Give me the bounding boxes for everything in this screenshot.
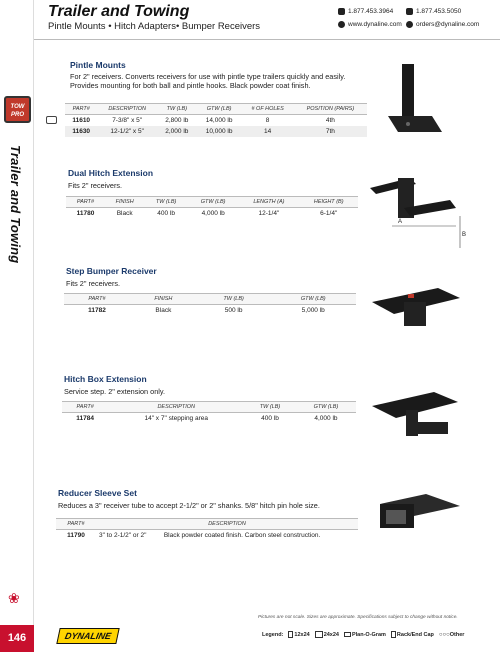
step-title: Step Bumper Receiver bbox=[66, 266, 157, 276]
col-header: TW (LB) bbox=[244, 402, 296, 413]
legend-item bbox=[288, 631, 309, 638]
table-cell: 4,000 lb bbox=[314, 415, 338, 422]
email-contact[interactable] bbox=[406, 21, 479, 28]
part-number: 11790 bbox=[67, 532, 85, 539]
legend-item bbox=[344, 632, 386, 638]
table-cell: 8 bbox=[265, 117, 270, 124]
fax-icon bbox=[406, 8, 413, 15]
phone-number: 1.877.453.3964 bbox=[348, 8, 394, 15]
table-cell: 2,800 lb bbox=[165, 117, 189, 124]
table-cell: 14" x 7" stepping area bbox=[144, 415, 208, 422]
other-icon: ○○○ bbox=[438, 631, 450, 638]
fax-contact bbox=[406, 8, 461, 15]
legend bbox=[262, 631, 464, 638]
col-header: PART# bbox=[66, 197, 105, 208]
table-cell: Black powder coated finish. Carbon steel construction. bbox=[163, 532, 321, 539]
disclaimer-note: Pictures are not scale. Sizes are approximate. Specifications subject to change without notice. bbox=[258, 615, 458, 620]
table-cell: 4th bbox=[325, 117, 335, 124]
plan-o-gram-icon bbox=[344, 632, 351, 637]
email-link[interactable]: orders@dynaline.com bbox=[416, 21, 480, 28]
dual-hitch-image bbox=[368, 168, 468, 258]
table-cell: 12-1/2" x 5" bbox=[97, 126, 157, 137]
col-header: GTW (LB) bbox=[270, 294, 356, 305]
dim-label-b: B bbox=[462, 232, 467, 238]
col-header: LENGTH (A) bbox=[238, 197, 299, 208]
part-number: 11610 bbox=[72, 117, 91, 124]
table-cell: Black bbox=[116, 210, 133, 217]
legend-text: Rack/End Cap bbox=[396, 631, 434, 638]
table-cell: 7th bbox=[294, 126, 367, 137]
col-header: FINISH bbox=[105, 197, 144, 208]
legend-item bbox=[315, 631, 339, 638]
table-row bbox=[65, 126, 367, 137]
legend-text: 12x24 bbox=[294, 631, 310, 638]
reducer-title: Reducer Sleeve Set bbox=[58, 488, 137, 498]
step-table bbox=[64, 293, 356, 316]
col-header: GTW (LB) bbox=[197, 104, 242, 115]
pintle-title: Pintle Mounts bbox=[70, 60, 126, 70]
col-header: PART# bbox=[62, 402, 108, 413]
website-link[interactable]: www.dynaline.com bbox=[348, 21, 402, 28]
table-cell: 4,000 lb bbox=[201, 210, 225, 217]
rack-end-cap-icon bbox=[391, 631, 396, 638]
dual-table bbox=[66, 196, 358, 219]
pintle-description: For 2" receivers. Converts receivers for use with pintle type trailers quickly and easily. Provides mounting for both ball and pintle hooks. Black powder coat finish. bbox=[70, 72, 346, 90]
col-header: PART# bbox=[65, 104, 97, 115]
reducer-sleeve-image bbox=[376, 488, 466, 538]
legend-item bbox=[439, 632, 465, 638]
legend-text: Plan-O-Gram bbox=[351, 631, 386, 638]
table-cell: 5,000 lb bbox=[301, 307, 325, 314]
dual-description: Fits 2" receivers. bbox=[68, 181, 123, 190]
email-icon bbox=[406, 21, 413, 28]
hitchbox-table bbox=[62, 401, 356, 424]
page-header bbox=[34, 0, 500, 40]
part-number: 11630 bbox=[65, 126, 97, 137]
col-header: POSITION (PAIRS) bbox=[294, 104, 367, 115]
phone-contact bbox=[338, 8, 393, 15]
table-cell: 3" to 2-1/2" or 2" bbox=[99, 532, 147, 539]
24x24-icon bbox=[315, 631, 323, 638]
step-description: Fits 2" receivers. bbox=[66, 279, 121, 288]
legend-label: Legend: bbox=[262, 631, 284, 638]
col-header: TW (LB) bbox=[197, 294, 271, 305]
table-cell: 14,000 lb bbox=[205, 117, 233, 124]
reducer-description: Reduces a 3" receiver tube to accept 2-1/2" or 2" shanks. 5/8" hitch pin hole size. bbox=[58, 501, 320, 510]
table-cell: 7-3/8" x 5" bbox=[112, 117, 143, 124]
col-header: PART# bbox=[56, 519, 96, 530]
legend-text: 24x24 bbox=[323, 631, 339, 638]
display-icon bbox=[46, 116, 57, 124]
dual-title: Dual Hitch Extension bbox=[68, 168, 154, 178]
col-header: GTW (LB) bbox=[296, 402, 356, 413]
tow-pro-badge: TOW PRO bbox=[4, 96, 31, 123]
legend-item bbox=[391, 631, 434, 638]
table-row bbox=[62, 413, 356, 425]
page-title: Trailer and Towing bbox=[48, 3, 190, 20]
col-header: DESCRIPTION bbox=[96, 519, 358, 530]
12x24-icon bbox=[288, 631, 293, 638]
table-cell: 2,000 lb bbox=[157, 126, 197, 137]
table-row bbox=[64, 305, 356, 317]
dim-label-a: A bbox=[398, 219, 403, 225]
pintle-mount-image bbox=[380, 62, 460, 142]
col-header: GTW (LB) bbox=[188, 197, 239, 208]
hitchbox-title: Hitch Box Extension bbox=[64, 374, 147, 384]
page-number: 146 bbox=[0, 625, 34, 652]
legend-text: Other bbox=[449, 631, 465, 638]
table-row bbox=[65, 115, 367, 127]
reducer-table bbox=[56, 518, 358, 541]
table-cell: 6-1/4" bbox=[320, 210, 338, 217]
maple-leaf-icon: ❀ bbox=[8, 590, 20, 606]
globe-icon bbox=[338, 21, 345, 28]
table-cell: 14 bbox=[241, 126, 293, 137]
table-cell: 10,000 lb bbox=[197, 126, 242, 137]
col-header: PART# bbox=[64, 294, 130, 305]
fax-number: 1.877.453.5050 bbox=[416, 8, 462, 15]
dynaline-logo: DYNALINE bbox=[56, 628, 119, 644]
col-header: HEIGHT (B) bbox=[299, 197, 358, 208]
pintle-table bbox=[65, 103, 367, 137]
col-header: # OF HOLES bbox=[241, 104, 293, 115]
table-row bbox=[56, 530, 358, 542]
table-cell: 12-1/4" bbox=[258, 210, 280, 217]
table-cell: 400 lb bbox=[261, 415, 279, 422]
part-number: 11782 bbox=[88, 307, 106, 314]
table-row bbox=[66, 208, 358, 220]
col-header: TW (LB) bbox=[144, 197, 187, 208]
hitch-box-image bbox=[368, 382, 463, 447]
part-number: 11780 bbox=[76, 210, 95, 217]
website-contact[interactable] bbox=[338, 21, 402, 28]
col-header: FINISH bbox=[130, 294, 197, 305]
table-cell: Black bbox=[155, 307, 172, 314]
table-cell: 400 lb bbox=[157, 210, 175, 217]
table-cell: 500 lb bbox=[224, 307, 243, 314]
vertical-section-label: Trailer and Towing bbox=[8, 145, 23, 264]
step-bumper-image bbox=[368, 280, 463, 335]
col-header: TW (LB) bbox=[157, 104, 197, 115]
col-header: DESCRIPTION bbox=[97, 104, 157, 115]
col-header: DESCRIPTION bbox=[108, 402, 244, 413]
part-number: 11784 bbox=[76, 415, 95, 422]
page-subtitle: Pintle Mounts • Hitch Adapters• Bumper Receivers bbox=[48, 21, 261, 32]
hitchbox-description: Service step. 2" extension only. bbox=[64, 387, 166, 396]
phone-icon bbox=[338, 8, 345, 15]
